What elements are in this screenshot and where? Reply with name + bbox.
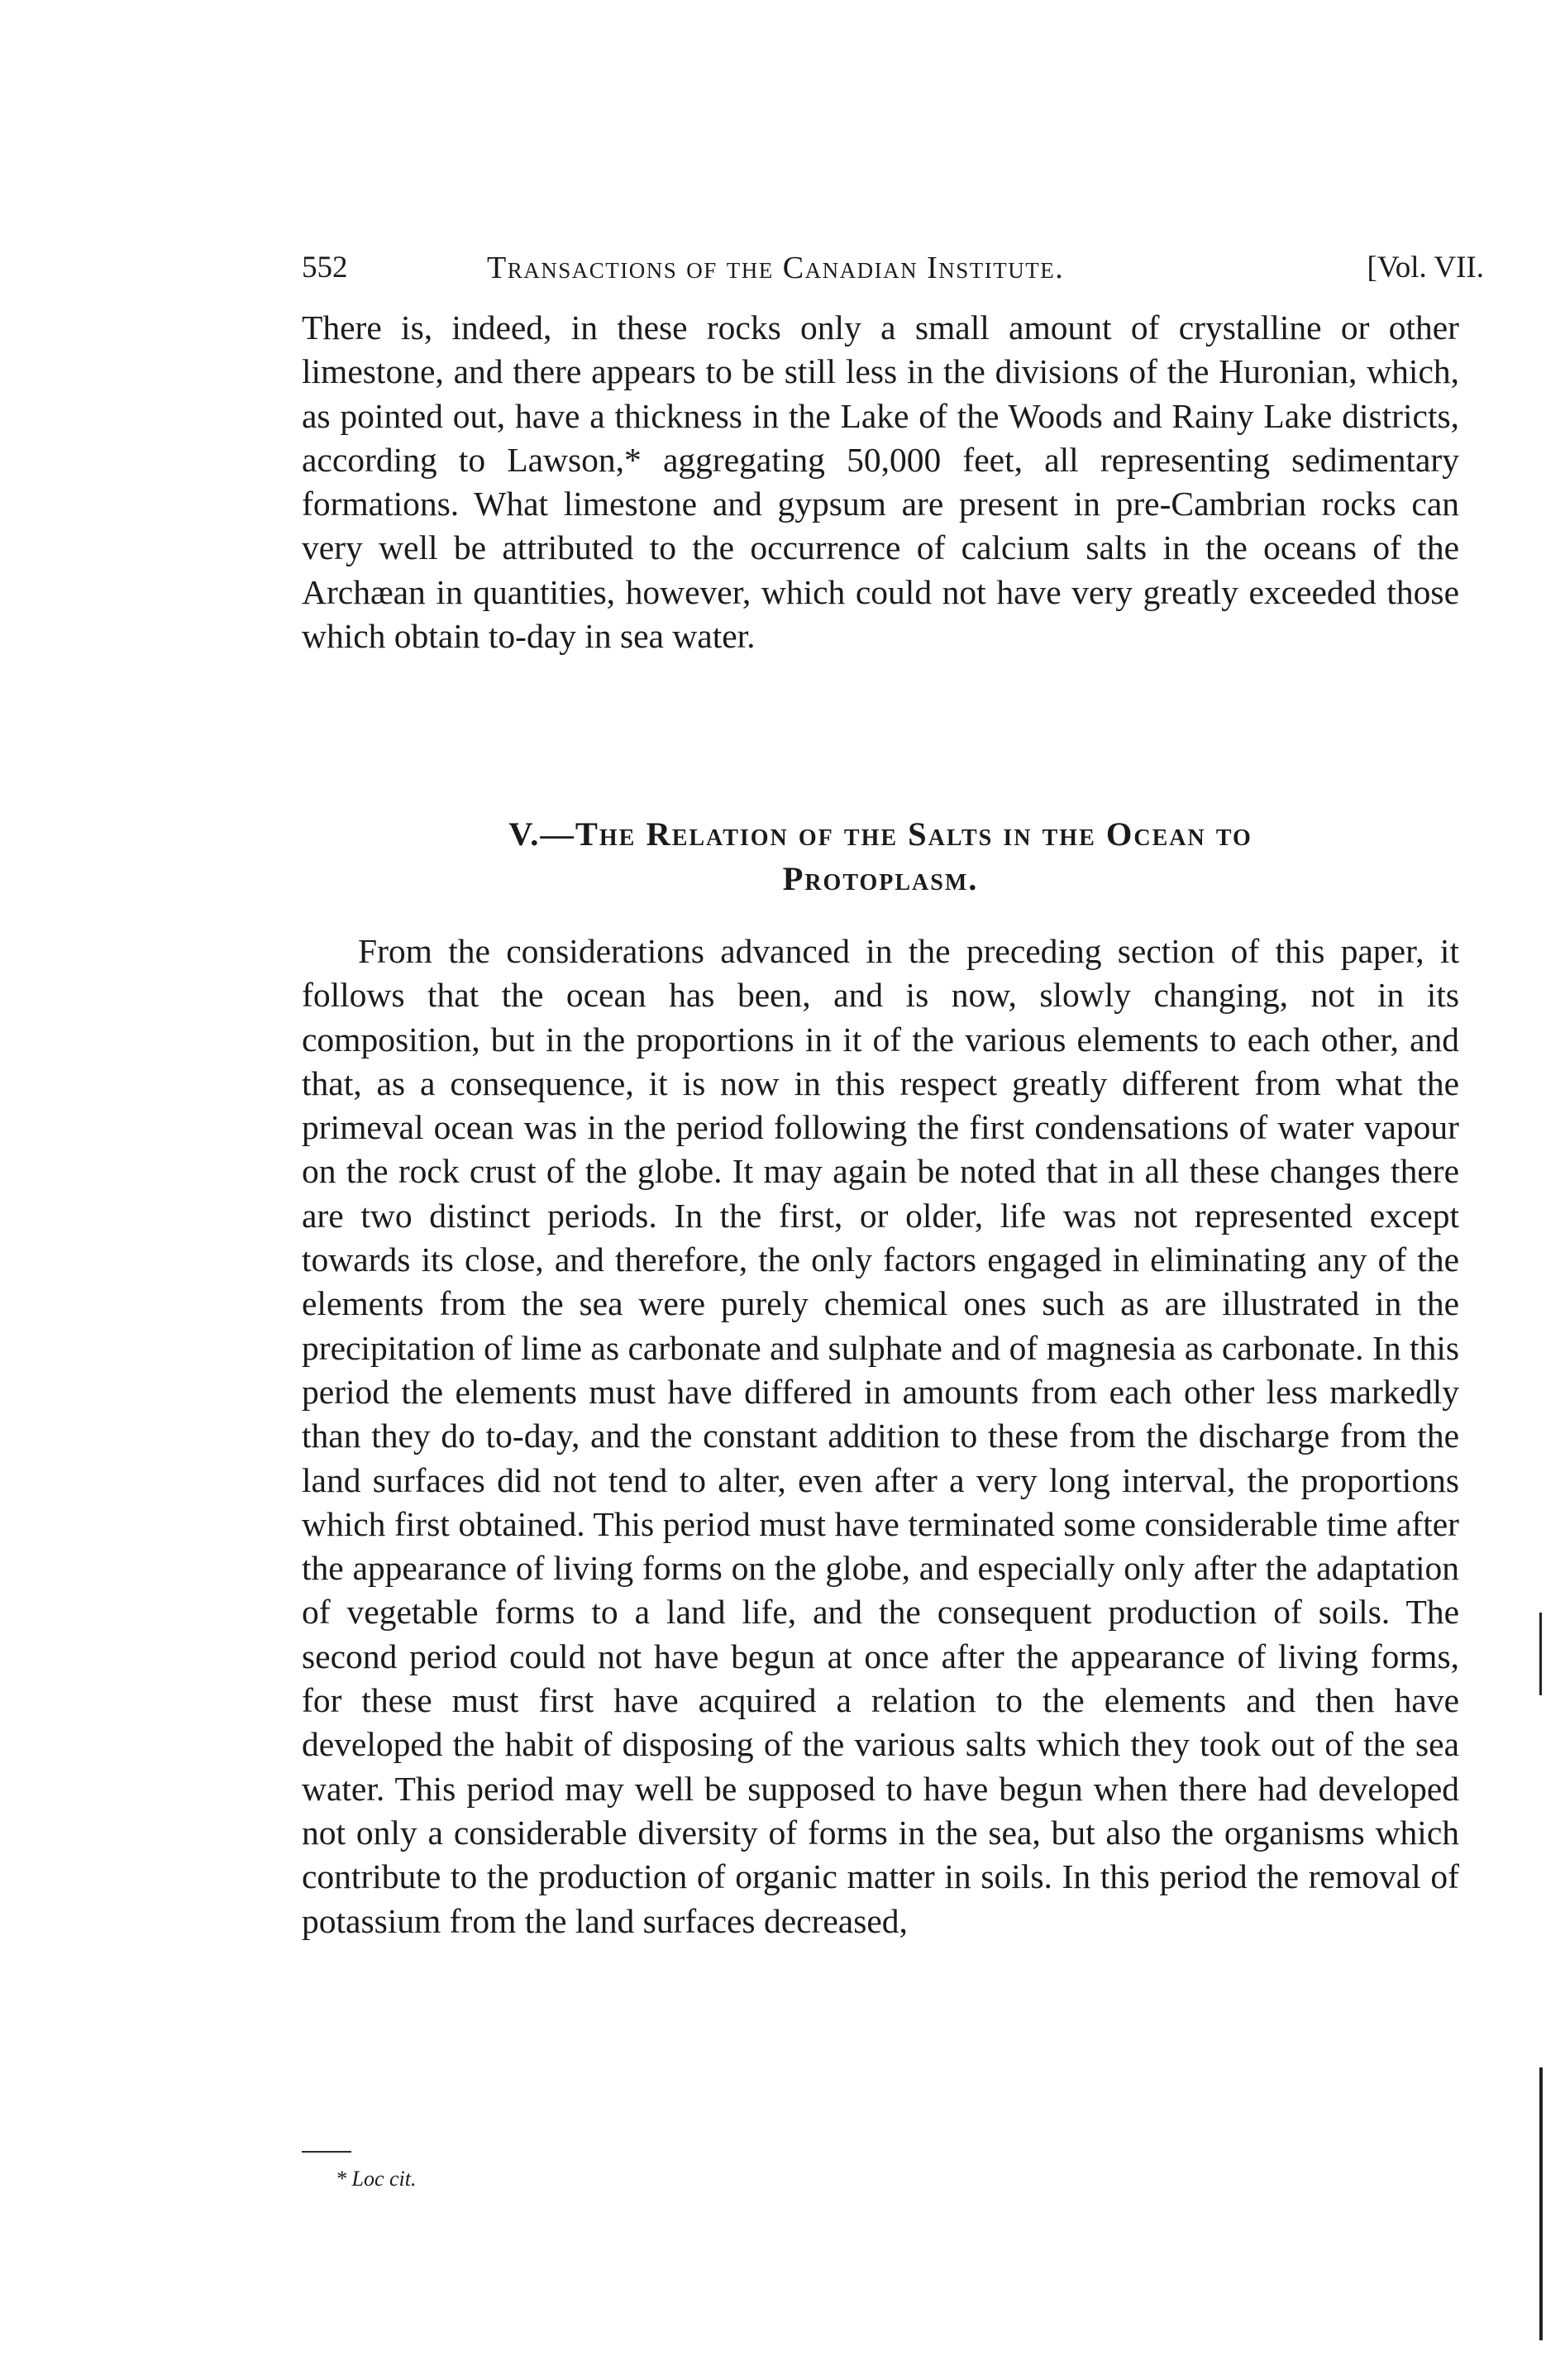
scan-edge-mark <box>1539 1613 1542 1695</box>
section-heading <box>302 812 1459 901</box>
scan-edge-mark <box>1539 2067 1543 2340</box>
page-number: 552 <box>302 251 348 284</box>
footnote-divider <box>302 2151 351 2153</box>
paragraph-ocean-changes: From the considerations advanced in the preceding section of this paper, it follows that the ocean has been, and is now, slowly changing, not in its composition, but in the proportions in it of the various elements to each other, and that, as a consequence, it is now in this respect greatly different from what the primeval ocean was in the period following the first condensations of water vapour on the rock crust of the globe. It may again be noted that in all these changes there are two distinct periods. In the first, or older, life was not represented except towards its close, and therefore, the only factors engaged in eliminating any of the elements from the sea were purely chemical ones such as are illustrated in the precipitation of lime as carbonate and sulphate and of magnesia as carbonate. In this period the elements must have differed in amounts from each other less markedly than they do to-day, and the constant addition to these from the discharge from the land surfaces did not tend to alter, even after a very long interval, the proportions which first obtained. This period must have terminated some considerable time after the appearance of living forms on the globe, and especially only after the adaptation of vegetable forms to a land life, and the consequent production of soils. The second period could not have begun at once after the appearance of living forms, for these must first have acquired a relation to the elements and then have developed the habit of disposing of the various salts which they took out of the sea water. This period may well be supposed to have begun when there had developed not only a considerable diversity of forms in the sea, but also the organisms which contribute to the production of organic matter in soils. In this period the removal of potassium from the land surfaces decreased, <box>302 932 1459 1940</box>
volume-label: [Vol. VII. <box>1367 251 1484 284</box>
section-heading-line-1: V.—The Relation of the Salts in the Ocean to <box>508 815 1252 853</box>
running-head <box>302 250 1484 299</box>
section-heading-line-2: Protoplasm. <box>782 860 979 897</box>
journal-title: Transactions of the Canadian Institute. <box>487 251 1065 285</box>
paragraph-limestone: There is, indeed, in these rocks only a small amount of crystalline or other limestone, and there appears to be still less in the divisions of the Huronian, which, as pointed out, have a thickness in the Lake of the Woods and Rainy Lake districts, according to Lawson,* aggregating 50,000 feet, all representing sedimentary formations. What limestone and gypsum are present in pre-Cambrian rocks can very well be attributed to the occurrence of calcium salts in the oceans of the Archæan in quantities, however, which could not have very greatly exceeded those which obtain to-day in sea water. <box>302 308 1459 656</box>
footnote: * Loc cit. <box>336 2167 417 2191</box>
